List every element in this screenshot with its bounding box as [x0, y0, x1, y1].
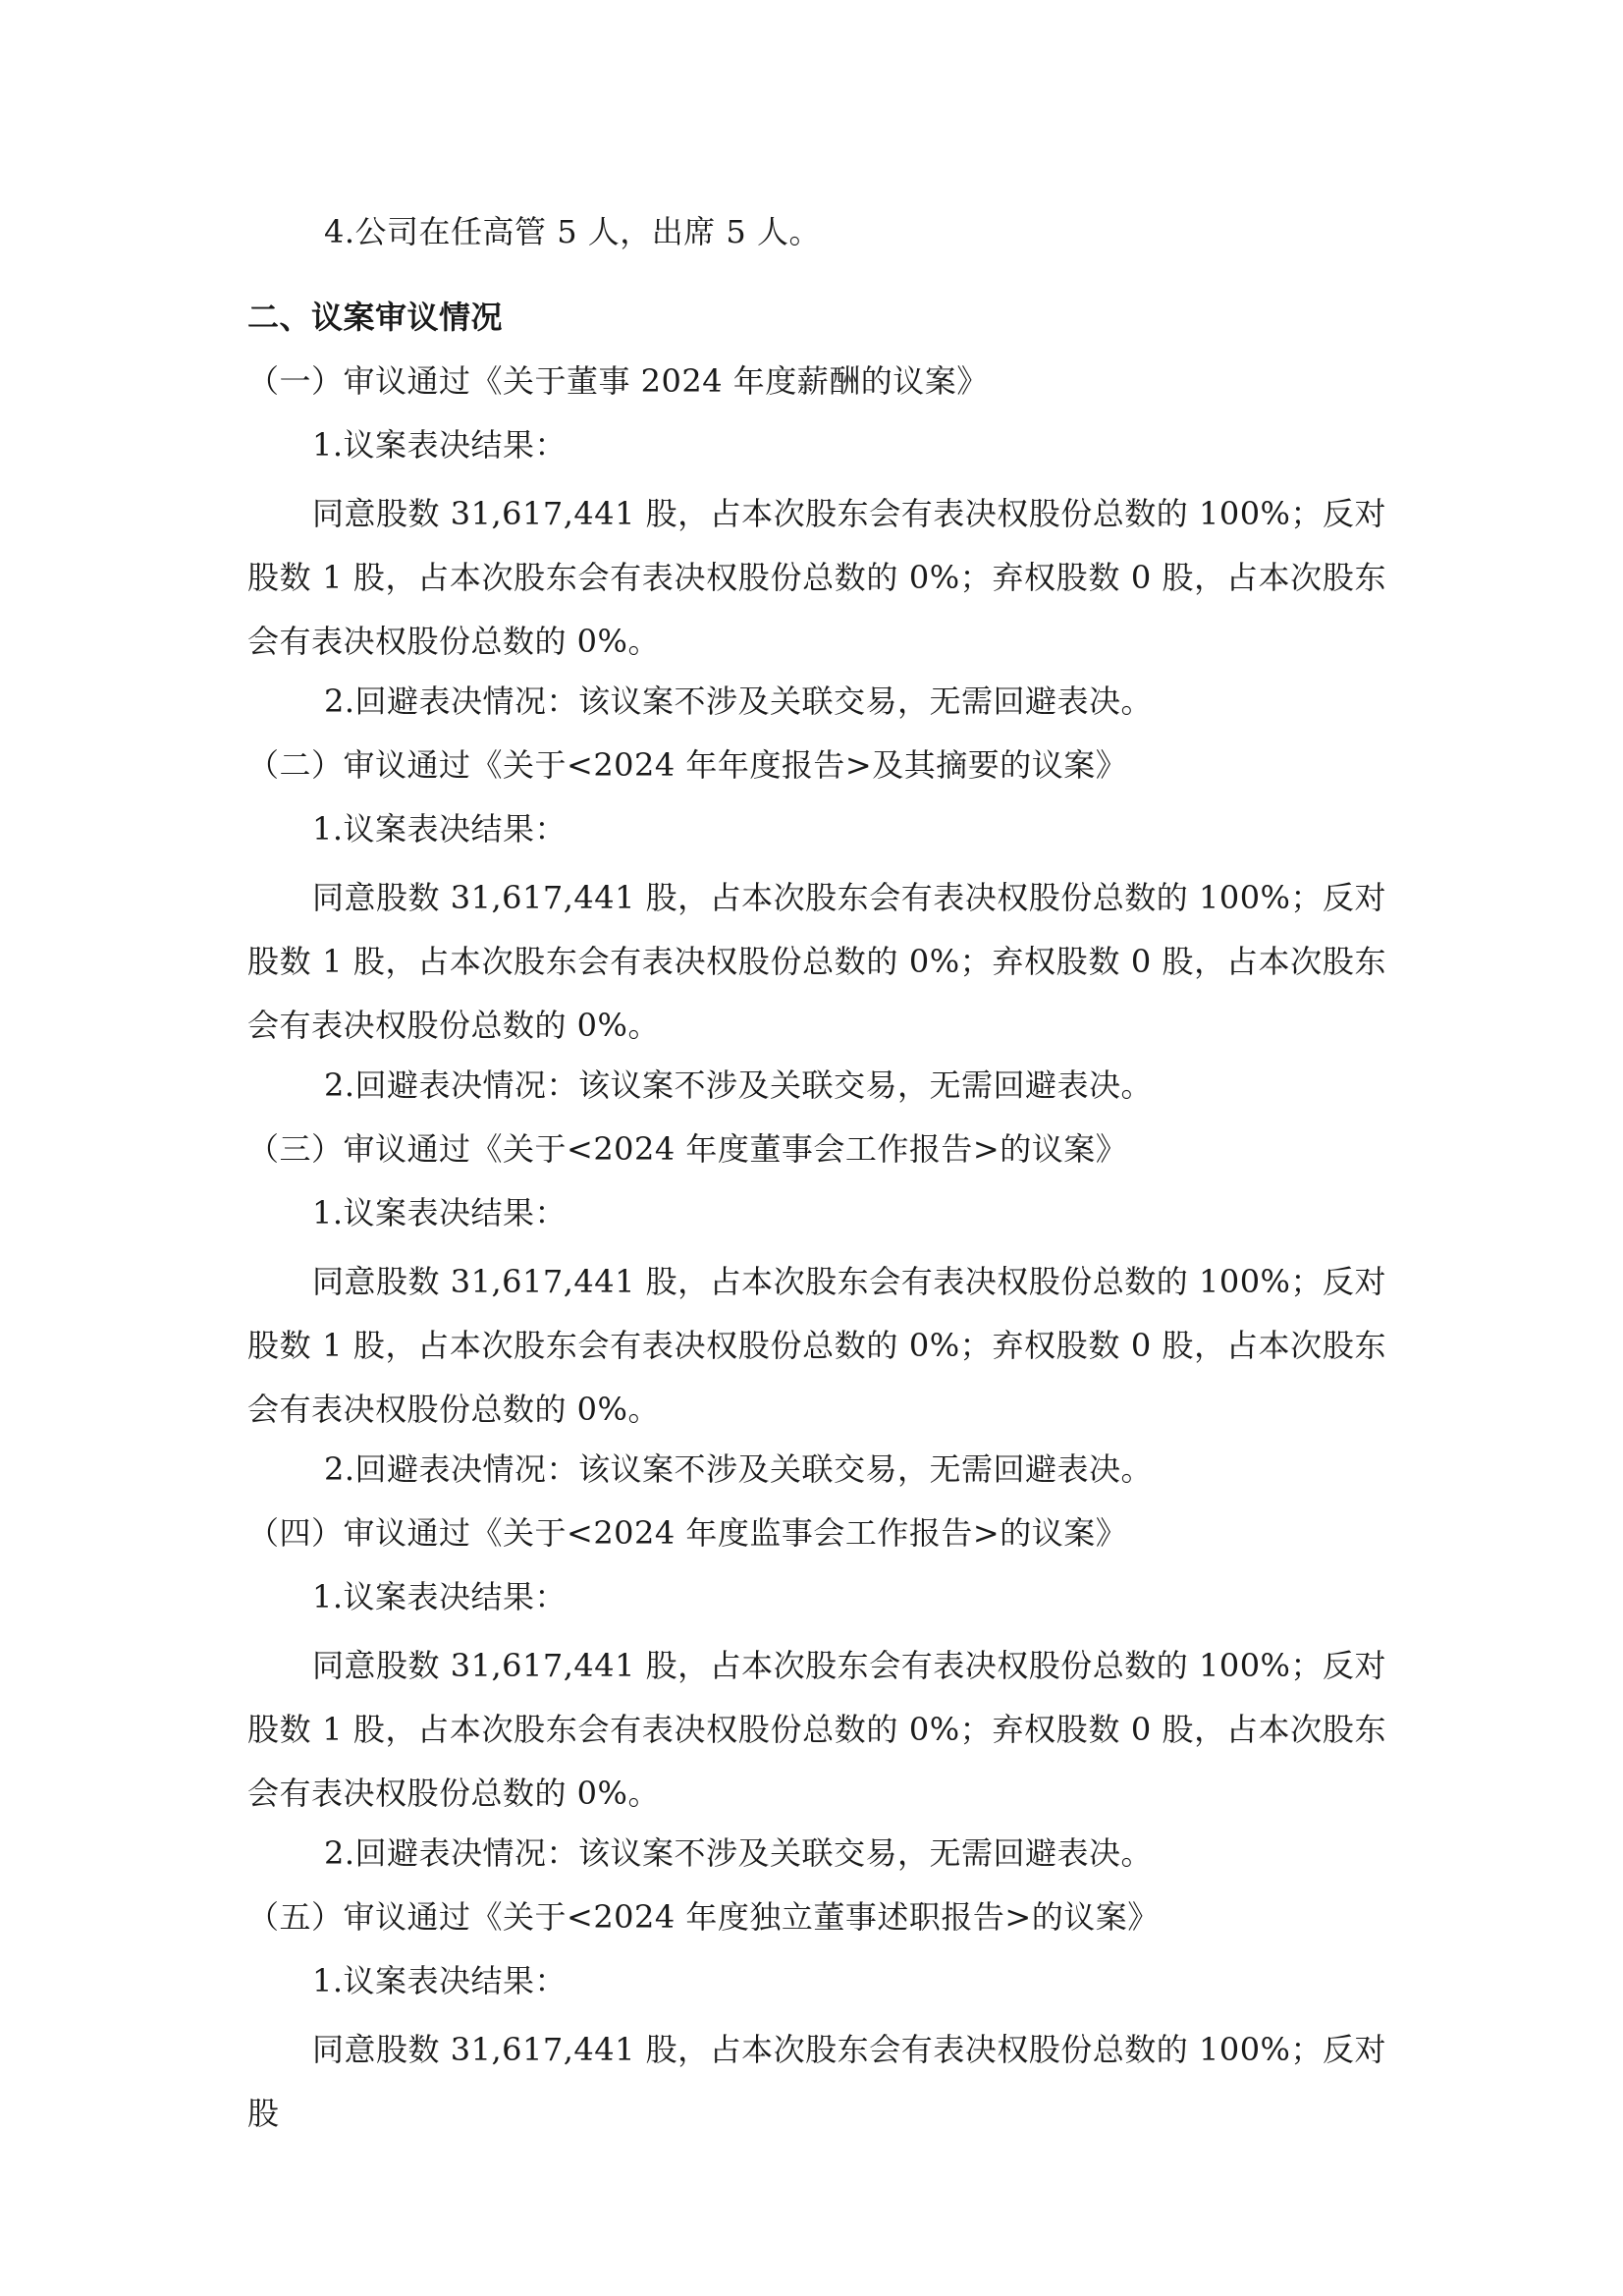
motion-5-result-label: 1.议案表决结果：: [312, 1962, 568, 1999]
motion-5-title: （五）审议通过《关于<2024 年度独立董事述职报告>的议案》: [247, 1898, 1160, 1936]
section-heading: 二、议案审议情况: [247, 299, 504, 336]
motion-4-title: （四）审议通过《关于<2024 年度监事会工作报告>的议案》: [247, 1514, 1128, 1552]
motion-3-result-label: 1.议案表决结果：: [312, 1194, 568, 1231]
motion-1-avoidance: 2.回避表决情况：该议案不涉及关联交易，无需回避表决。: [324, 683, 1154, 720]
motion-4-result-label: 1.议案表决结果：: [312, 1578, 568, 1615]
intro-line: 4.公司在任高管 5 人，出席 5 人。: [324, 213, 821, 250]
motion-5-result-text: 同意股数 31,617,441 股，占本次股东会有表决权股份总数的 100%；反对股: [247, 2031, 1386, 2132]
motion-1-result-text: 同意股数 31,617,441 股，占本次股东会有表决权股份总数的 100%；反对股数 1 股，占本次股东会有表决权股份总数的 0%；弃权股数 0 股，占本次股东会有表决权股份总数的 0%。: [247, 495, 1386, 660]
motion-4-result-text: 同意股数 31,617,441 股，占本次股东会有表决权股份总数的 100%；反对股数 1 股，占本次股东会有表决权股份总数的 0%；弃权股数 0 股，占本次股东会有表决权股份总数的 0%。: [247, 1647, 1386, 1812]
motion-3-result-text: 同意股数 31,617,441 股，占本次股东会有表决权股份总数的 100%；反对股数 1 股，占本次股东会有表决权股份总数的 0%；弃权股数 0 股，占本次股东会有表决权股份总数的 0%。: [247, 1263, 1386, 1428]
motion-2-title: （二）审议通过《关于<2024 年年度报告>及其摘要的议案》: [247, 746, 1128, 784]
motion-4-avoidance: 2.回避表决情况：该议案不涉及关联交易，无需回避表决。: [324, 1834, 1154, 1872]
motion-1-title: （一）审议通过《关于董事 2024 年度薪酬的议案》: [247, 362, 989, 400]
motion-2-avoidance: 2.回避表决情况：该议案不涉及关联交易，无需回避表决。: [324, 1066, 1154, 1104]
motion-3-avoidance: 2.回避表决情况：该议案不涉及关联交易，无需回避表决。: [324, 1450, 1154, 1488]
motion-3-title: （三）审议通过《关于<2024 年度董事会工作报告>的议案》: [247, 1130, 1128, 1168]
motion-2-result-text: 同意股数 31,617,441 股，占本次股东会有表决权股份总数的 100%；反对股数 1 股，占本次股东会有表决权股份总数的 0%；弃权股数 0 股，占本次股东会有表决权股份总数的 0%。: [247, 879, 1386, 1044]
motion-1-result-label: 1.议案表决结果：: [312, 426, 568, 464]
motion-2-result-label: 1.议案表决结果：: [312, 810, 568, 847]
